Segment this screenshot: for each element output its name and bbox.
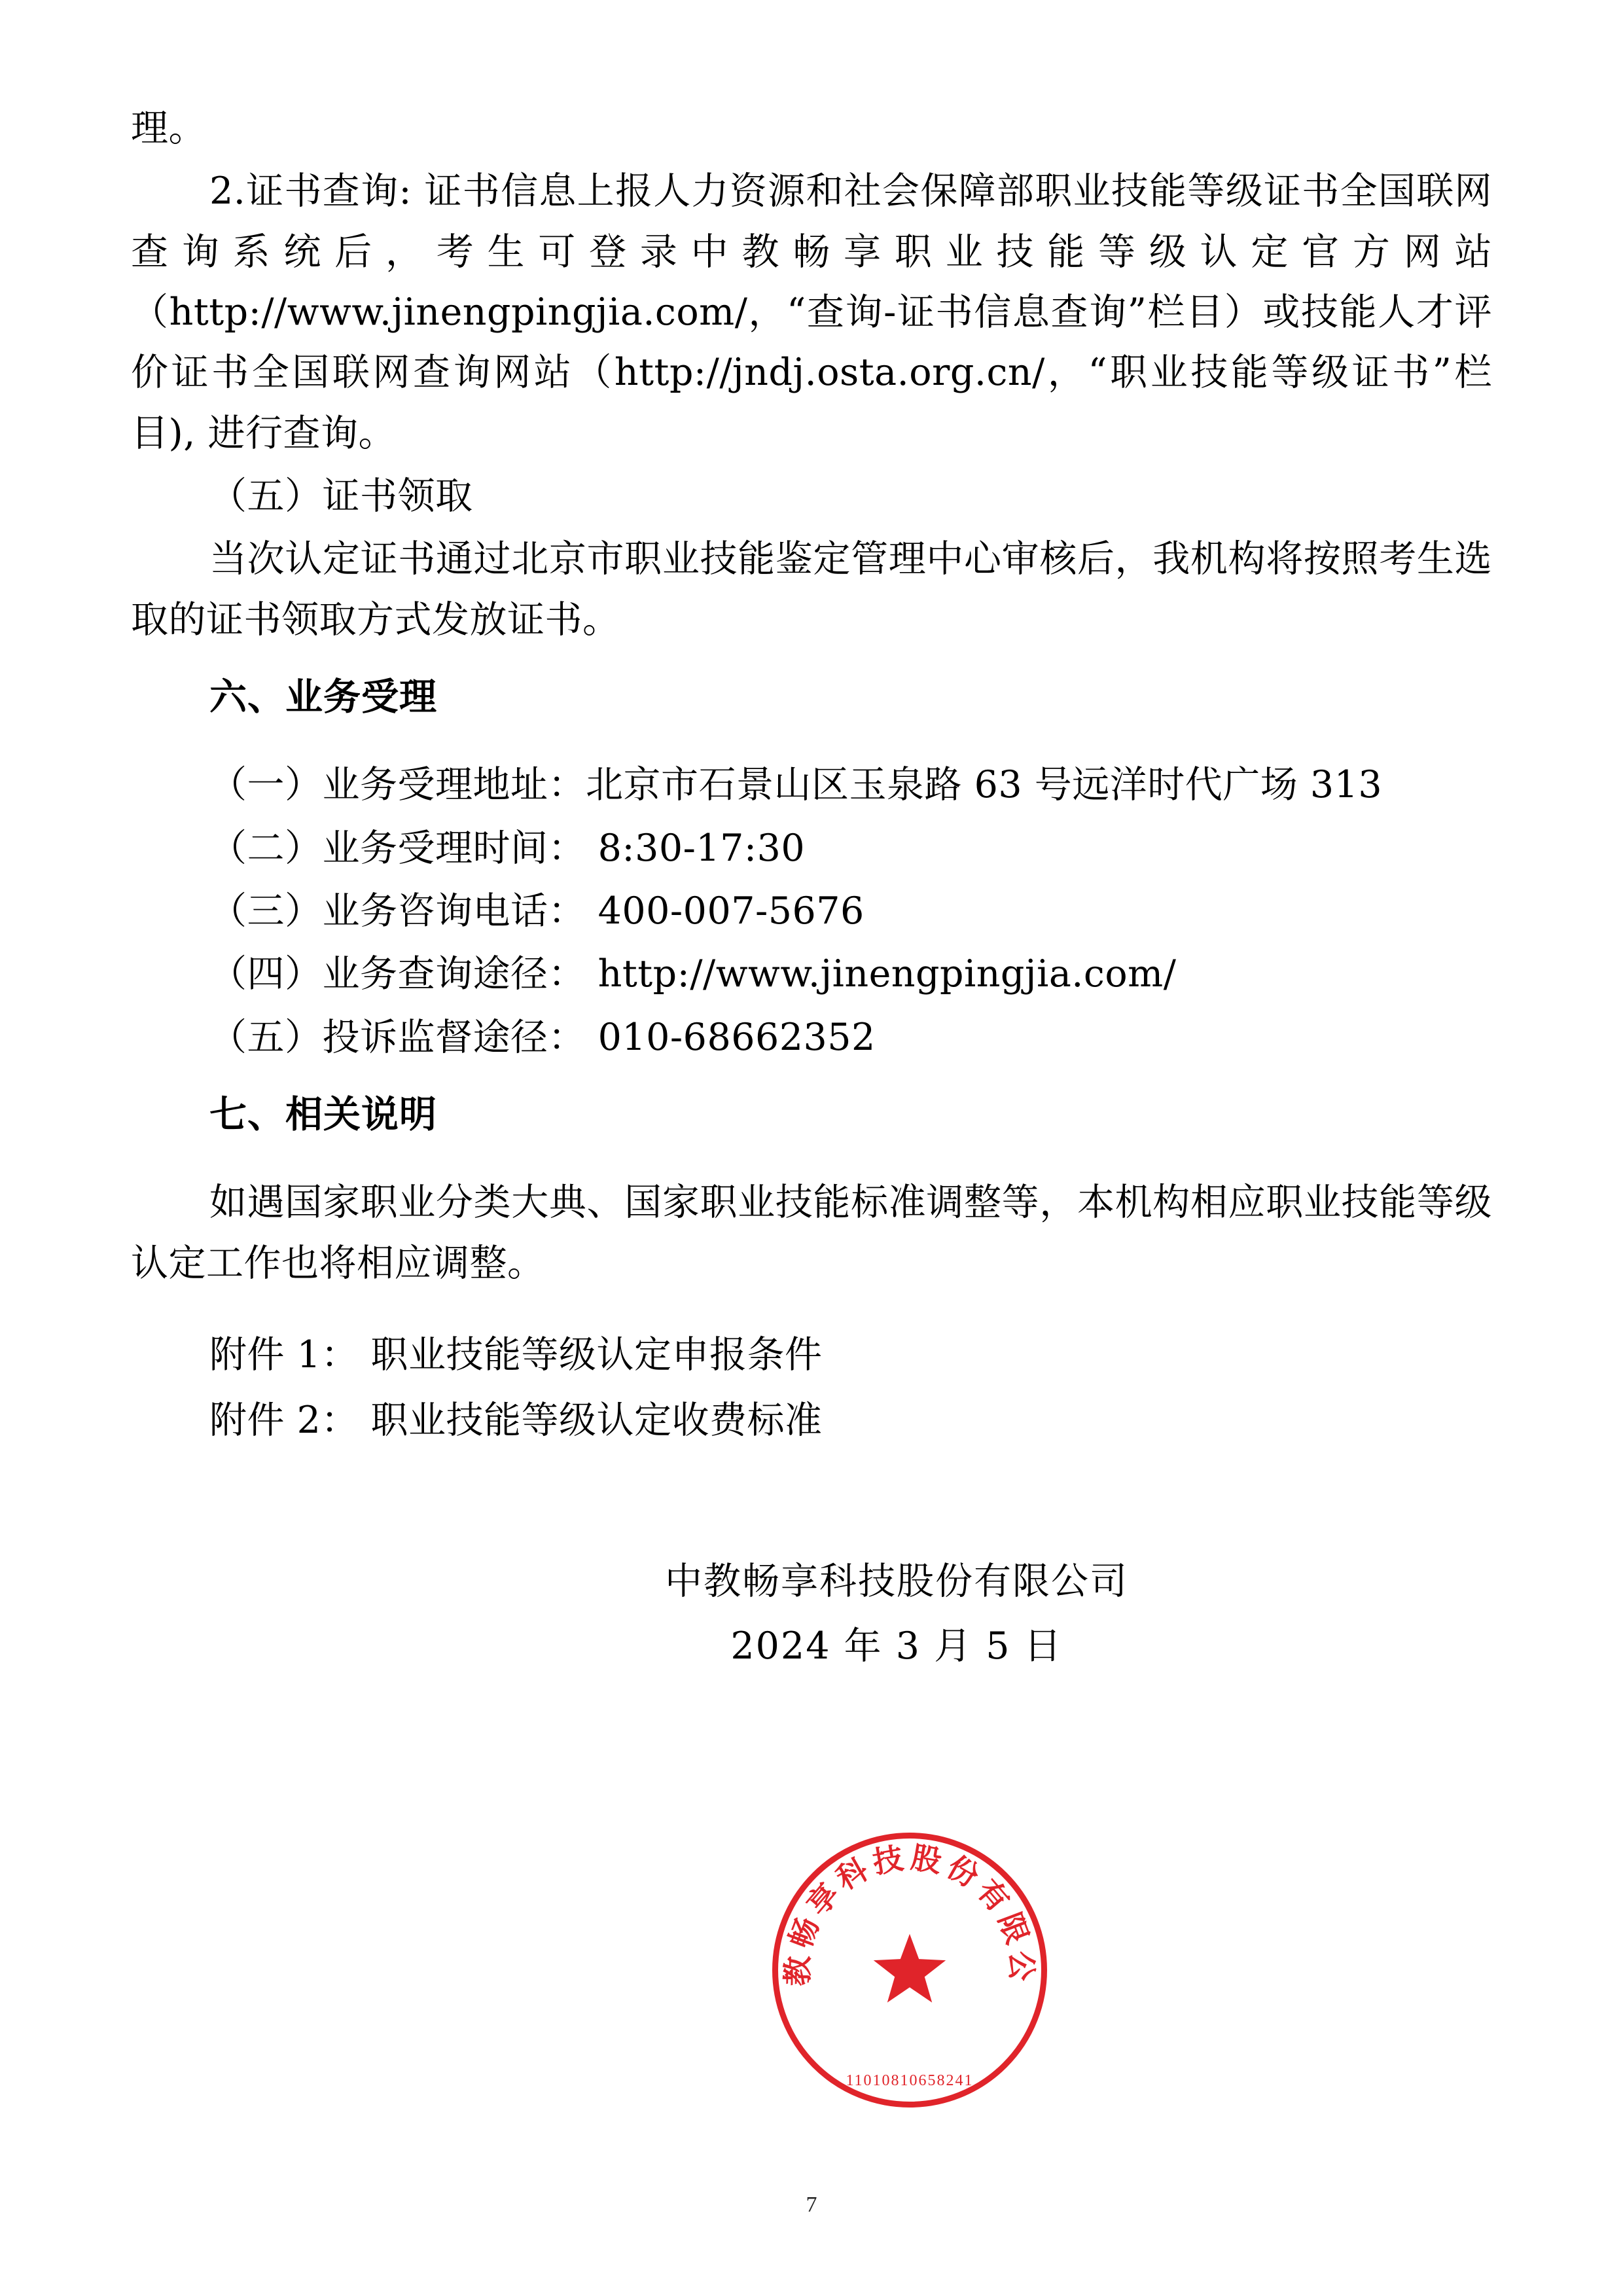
paragraph-certificate-query: 2.证书查询: 证书信息上报人力资源和社会保障部职业技能等级证书全国联网查询系统后，考生可登录中教畅享职业技能等级认定官方网站（http://www.jinengpingjia.com/，“查询-证书信息查询”栏目）或技能人才评价证书全国联网查询网站（http://jndj.osta.org.cn/，“职业技能等级证书”栏目), 进行查询。 <box>131 170 1492 455</box>
spacer <box>131 740 1492 755</box>
attachment-item-1: 附件 1： 职业技能等级认定申报条件 <box>209 1333 823 1376</box>
star-icon <box>870 1931 949 2009</box>
heading-section-six: 六、业务受理 <box>209 675 437 719</box>
paragraph-continuation: 理。 <box>131 107 206 150</box>
heading-section-seven: 七、相关说明 <box>209 1092 437 1136</box>
signature-company: 中教畅享科技股份有限公司 <box>665 1559 1128 1603</box>
attachment-item-2: 附件 2： 职业技能等级认定收费标准 <box>209 1399 823 1443</box>
document-body <box>131 98 1492 1679</box>
signature-block <box>131 1549 1492 1680</box>
business-item-query-url: （四）业务查询途径： http://www.jinengpingjia.com/ <box>209 952 1177 996</box>
paragraph-certificate-pickup: 当次认定证书通过北京市职业技能鉴定管理中心审核后，我机构将按照考生选取的证书领取方式发放证书。 <box>131 537 1492 641</box>
business-item-address: （一）业务受理地址：北京市石景山区玉泉路 63 号远洋时代广场 313 <box>209 763 1383 807</box>
signature-date: 2024 年 3 月 5 日 <box>730 1624 1063 1668</box>
paragraph-related-note: 如遇国家职业分类大典、国家职业技能标准调整等，本机构相应职业技能等级认定工作也将相应调整。 <box>131 1181 1492 1285</box>
business-item-complaint-phone: （五）投诉监督途径： 010-68662352 <box>209 1015 876 1059</box>
spacer <box>131 1296 1492 1325</box>
svg-text:中教畅享科技股份有限公司 <box>760 1810 1039 1986</box>
company-seal-stamp <box>760 1810 1047 2108</box>
business-item-phone: （三）业务咨询电话： 400-007-5676 <box>209 889 865 933</box>
page-number: 7 <box>806 2193 817 2217</box>
spacer <box>131 1158 1492 1172</box>
subsection-title-certificate-pickup: （五）证书领取 <box>209 474 473 518</box>
seal-code: 11010810658241 <box>846 2072 974 2089</box>
business-item-hours: （二）业务受理时间： 8:30-17:30 <box>209 826 806 870</box>
seal-ring-label: 中教畅享科技股份有限公司 <box>760 1810 1040 1986</box>
seal-ring-text <box>760 1810 1041 2102</box>
